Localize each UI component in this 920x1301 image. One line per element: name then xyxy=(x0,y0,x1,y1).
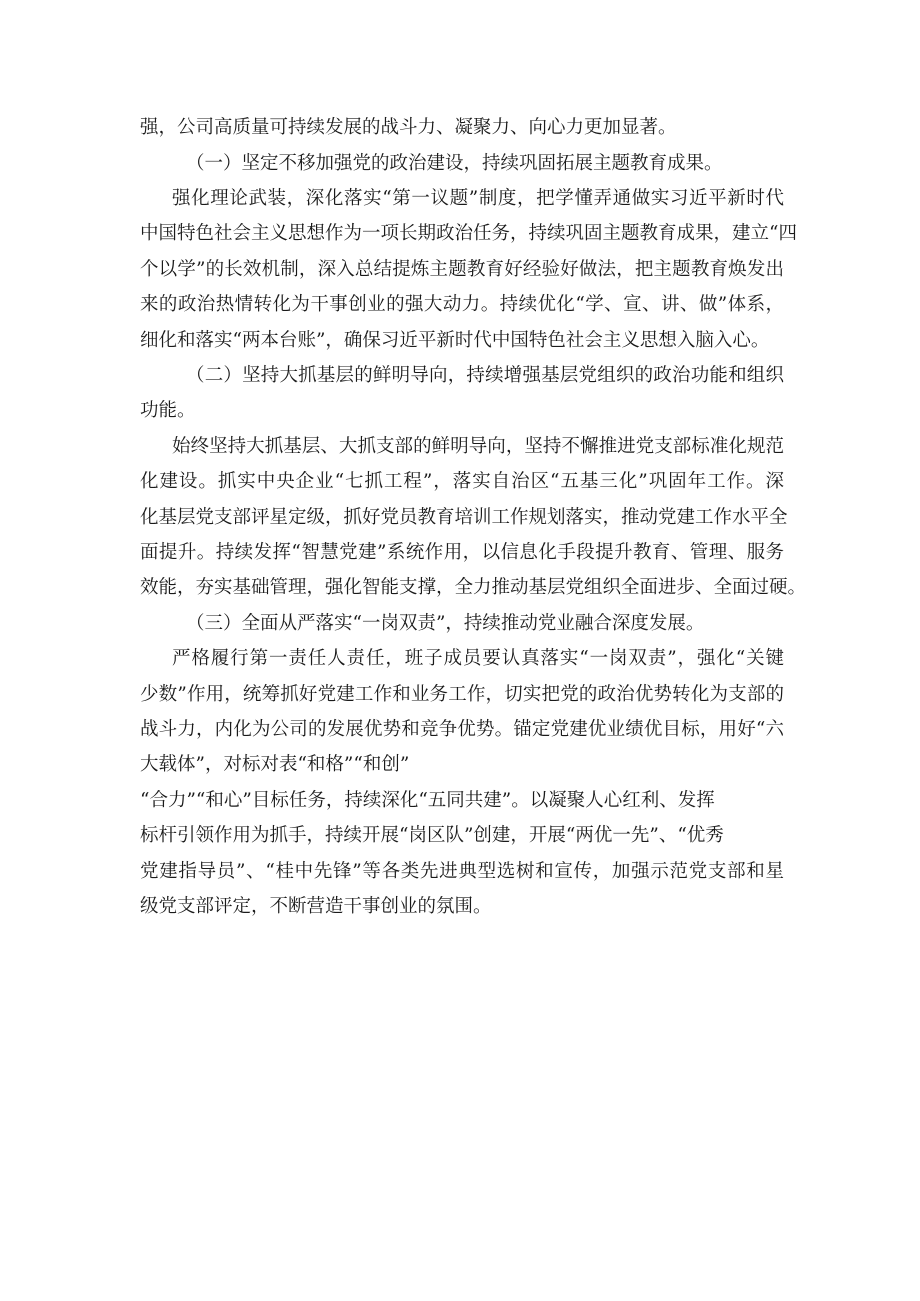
paragraph-line: 少数”作用，统筹抓好党建工作和业务工作，切实把党的政治优势转化为支部的 xyxy=(140,684,784,705)
paragraph-line: 大载体”，对标对表“和格”“和创” xyxy=(140,754,410,775)
section-heading-3: （三）全面从严落实“一岗双责”，持续推动党业融合深度发展。 xyxy=(186,613,705,634)
paragraph-line: “合力”“和心”目标任务，持续深化“五同共建”。以凝聚人心红利、发挥 xyxy=(140,790,715,811)
paragraph-line: 强，公司高质量可持续发展的战斗力、凝聚力、向心力更加显著。 xyxy=(140,117,677,138)
paragraph-line: 级党支部评定，不断营造干事创业的氛围。 xyxy=(140,896,492,917)
paragraph-line: 化基层党支部评星定级，抓好党员教育培训工作规划落实，推动党建工作水平全 xyxy=(140,507,788,528)
paragraph-line: 个以学”的长效机制，深入总结提炼主题教育好经验好做法，把主题教育焕发出 xyxy=(140,259,784,280)
paragraph-line: 标杆引领作用为抓手，持续开展“岗区队”创建，开展“两优一先”、“优秀 xyxy=(140,825,724,846)
paragraph-line: 来的政治热情转化为干事创业的强大动力。持续优化“学、宣、讲、做”体系， xyxy=(140,294,784,315)
section-heading-1: （一）坚定不移加强党的政治建设，持续巩固拓展主题教育成果。 xyxy=(186,153,723,174)
paragraph-line: 严格履行第一责任人责任，班子成员要认真落实“一岗双责”，强化“关键 xyxy=(172,648,784,669)
paragraph-line: 战斗力，内化为公司的发展优势和竞争优势。锚定党建优业绩优目标，用好“六 xyxy=(140,719,784,740)
section-heading-2-continued: 功能。 xyxy=(140,400,196,421)
paragraph-line: 细化和落实“两本台账”，确保习近平新时代中国特色社会主义思想入脑入心。 xyxy=(140,330,770,351)
paragraph-line: 中国特色社会主义思想作为一项长期政治任务，持续巩固主题教育成果，建立“四 xyxy=(140,223,797,244)
paragraph-line: 面提升。持续发挥“智慧党建”系统作用，以信息化手段提升教育、管理、服务 xyxy=(140,542,784,563)
paragraph-line: 党建指导员”、“桂中先锋”等各类先进典型选树和宣传，加强示范党支部和星 xyxy=(140,861,784,882)
paragraph-line: 化建设。抓实中央企业“七抓工程”，落实自治区“五基三化”巩固年工作。深 xyxy=(140,471,784,492)
section-heading-2: （二）坚持大抓基层的鲜明导向，持续增强基层党组织的政治功能和组织 xyxy=(186,365,784,386)
paragraph-line: 强化理论武装，深化落实“第一议题”制度，把学懂弄通做实习近平新时代 xyxy=(172,188,784,209)
paragraph-line: 始终坚持大抓基层、大抓支部的鲜明导向，坚持不懈推进党支部标准化规范 xyxy=(172,436,784,457)
paragraph-line: 效能，夯实基础管理，强化智能支撑，全力推动基层党组织全面进步、全面过硬。 xyxy=(140,577,807,598)
